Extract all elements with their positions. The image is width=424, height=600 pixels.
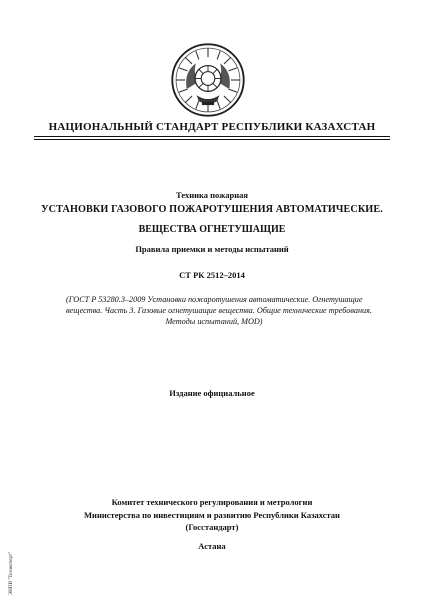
publisher-line-1: Комитет технического регулирования и метрологии [111,497,313,507]
publisher-line-2: Министерства по инвестициям и развитию Республики Казахстан [84,509,340,520]
reference-standard-note [66,294,372,327]
national-standard-heading: НАЦИОНАЛЬНЫЙ СТАНДАРТ РЕСПУБЛИКИ КАЗАХСТАН [48,121,376,133]
standard-code: СТ РК 2512–2014 [179,270,245,280]
document-subject: Техника пожарная [176,190,248,200]
document-title-line-3: Правила приемки и методы испытаний [135,244,289,254]
side-watermark-stamp: ЭНПИ "Техэксперт" [9,551,14,595]
reference-line-1: (ГОСТ Р 53280.3–2009 Установки пожаротушения автоматические. Огнетушащие [66,295,363,304]
publication-city: Астана [198,540,226,551]
document-title-line-1: УСТАНОВКИ ГАЗОВОГО ПОЖАРОТУШЕНИЯ АВТОМАТИЧЕСКИЕ. [41,204,383,215]
edition-label: Издание официальное [169,388,255,398]
reference-line-2: вещества. Часть 3. Газовые огнетушащие вещества. Общие технические требования. [66,306,372,315]
publisher-line-3: (Госстандарт) [185,522,239,532]
header-divider-thin [34,139,390,140]
reference-line-3: Методы испытаний, MOD) [165,317,263,326]
publisher-block [0,496,424,552]
state-emblem-icon [170,42,246,118]
document-title-line-2: ВЕЩЕСТВА ОГНЕТУШАЩИЕ [138,224,286,235]
header-divider-thick [34,136,390,137]
